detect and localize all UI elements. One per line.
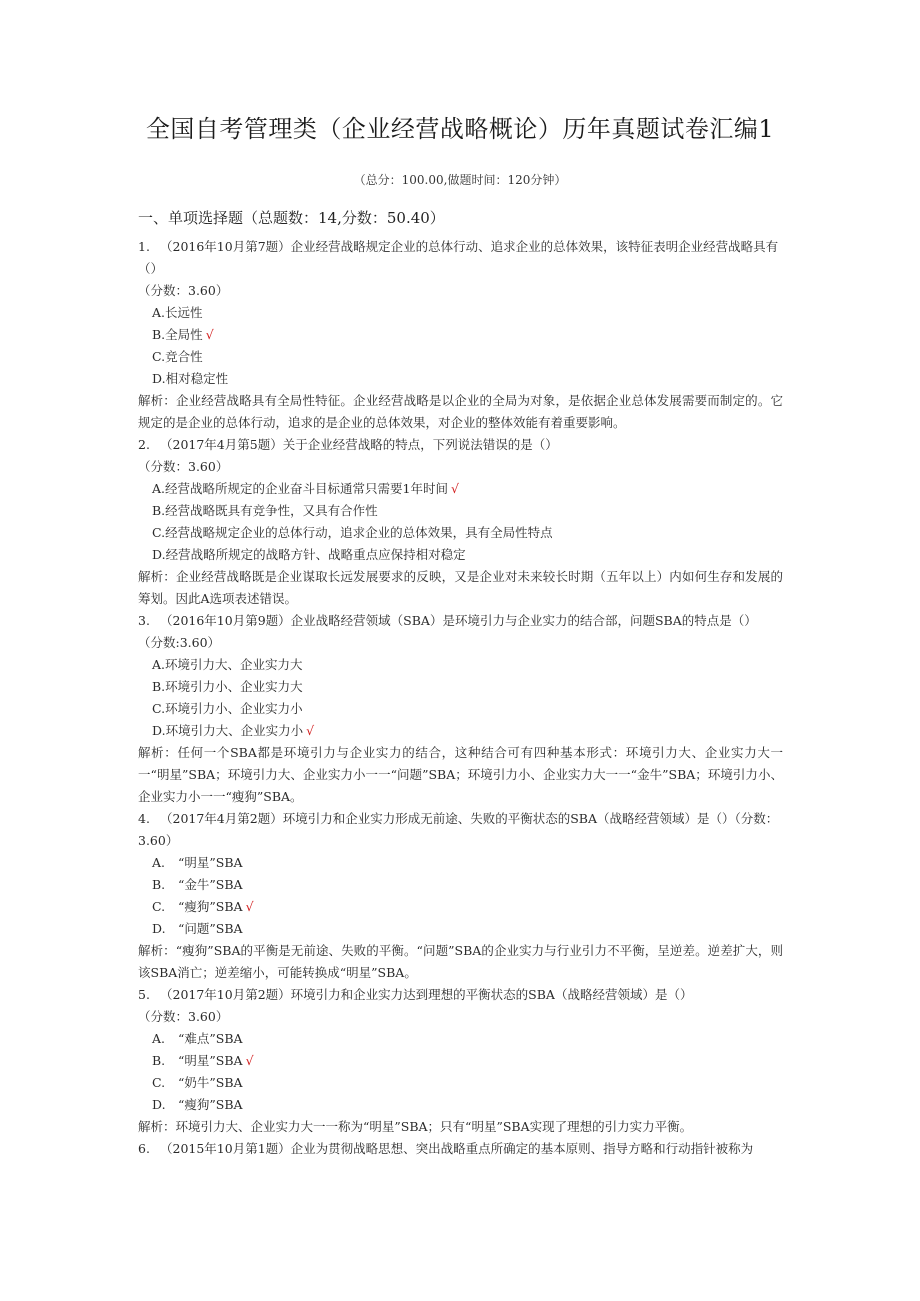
option-a: A.长远性 (152, 305, 203, 320)
question-text: （2017年10月第2题）环境引力和企业实力达到理想的平衡状态的SBA（战略经营领域）是（） (160, 987, 693, 1002)
document-meta: （总分：100.00,做题时间：120分钟） (353, 173, 567, 187)
question-explanation: 解析：“瘦狗”SBA的平衡是无前途、失败的平衡。“问题”SBA的企业实力与行业引力不平衡，呈逆差。逆差扩大，则该SBA消亡；逆差缩小，可能转换成“明星”SBA。 (138, 943, 783, 980)
correct-answer-check-icon: √ (306, 723, 315, 738)
option-a: A.经营战略所规定的企业奋斗目标通常只需要1年时间 √ (152, 481, 459, 496)
question-3 (138, 610, 783, 808)
section-heading: 一、单项选择题（总题数：14,分数：50.40） (138, 209, 445, 227)
document-title: 全国自考管理类（企业经营战略概论）历年真题试卷汇编1 (145, 115, 775, 143)
question-text: （2017年4月第2题）环境引力和企业实力形成无前途、失败的平衡状态的SBA（战略经营领域）是（）（分数：3.60） (138, 811, 779, 848)
question-number: 6. (138, 1141, 150, 1156)
option-c: C.竞合性 (152, 349, 203, 364)
correct-answer-check-icon: √ (245, 899, 254, 914)
question-4 (138, 808, 783, 984)
option-b: B. “明星”SBA √ (152, 1053, 254, 1068)
question-6 (138, 1138, 783, 1160)
question-2 (138, 434, 783, 610)
correct-answer-check-icon: √ (450, 481, 459, 496)
question-text: （2017年4月第5题）关于企业经营战略的特点，下列说法错误的是（） (160, 437, 558, 452)
option-c: C.经营战略规定企业的总体行动，追求企业的总体效果，具有全局性特点 (152, 525, 553, 540)
option-c: C.环境引力小、企业实力小 (152, 701, 303, 716)
correct-answer-check-icon: √ (205, 327, 214, 342)
question-score: （分数:3.60） (138, 635, 221, 650)
question-explanation: 解析：任何一个SBA都是环境引力与企业实力的结合，这种结合可有四种基本形式：环境引力大、企业实力大一一“明星”SBA；环境引力大、企业实力小一一“问题”SBA；环境引力小、企业实力大一一“金牛”SBA；环境引力小、企业实力小一一“瘦狗”SBA。 (138, 745, 783, 804)
option-d: D.环境引力大、企业实力小 √ (152, 723, 315, 738)
option-a: A. “明星”SBA (152, 855, 243, 870)
option-d: D. “问题”SBA (152, 921, 243, 936)
option-c: C. “奶牛”SBA (152, 1075, 243, 1090)
question-1 (138, 236, 783, 434)
question-score: （分数：3.60） (138, 283, 229, 298)
option-b: B.经营战略既具有竞争性，又具有合作性 (152, 503, 378, 518)
question-explanation: 解析：环境引力大、企业实力大一一称为“明星”SBA；只有“明星”SBA实现了理想的引力实力平衡。 (138, 1119, 693, 1134)
question-score: （分数：3.60） (138, 1009, 229, 1024)
question-number: 4. (138, 811, 150, 826)
question-explanation: 解析：企业经营战略具有全局性特征。企业经营战略是以企业的全局为对象，是依据企业总体发展需要而制定的。它规定的是企业的总体行动，追求的是企业的总体效果，对企业的整体效能有着重要影响。 (138, 393, 783, 430)
question-list (138, 236, 783, 1160)
option-b: B.全局性 √ (152, 327, 214, 342)
question-number: 2. (138, 437, 150, 452)
question-score: （分数：3.60） (138, 459, 229, 474)
correct-answer-check-icon: √ (245, 1053, 254, 1068)
question-5 (138, 984, 783, 1138)
option-b: B. “金牛”SBA (152, 877, 243, 892)
question-text: （2016年10月第7题）企业经营战略规定企业的总体行动、追求企业的总体效果，该特征表明企业经营战略具有（） (138, 239, 779, 276)
option-d: D.相对稳定性 (152, 371, 229, 386)
option-c: C. “瘦狗”SBA √ (152, 899, 254, 914)
option-a: A. “难点”SBA (152, 1031, 243, 1046)
question-explanation: 解析：企业经营战略既是企业谋取长远发展要求的反映，又是企业对未来较长时期（五年以上）内如何生存和发展的筹划。因此A选项表述错误。 (138, 569, 783, 606)
option-d: D. “瘦狗”SBA (152, 1097, 243, 1112)
option-a: A.环境引力大、企业实力大 (152, 657, 303, 672)
question-text: （2016年10月第9题）企业战略经营领域（SBA）是环境引力与企业实力的结合部，问题SBA的特点是（） (160, 613, 757, 628)
question-number: 1. (138, 239, 150, 254)
question-number: 3. (138, 613, 150, 628)
question-number: 5. (138, 987, 150, 1002)
question-text: （2015年10月第1题）企业为贯彻战略思想、突出战略重点所确定的基本原则、指导方略和行动指针被称为 (160, 1141, 754, 1156)
option-d: D.经营战略所规定的战略方针、战略重点应保持相对稳定 (152, 547, 466, 562)
option-b: B.环境引力小、企业实力大 (152, 679, 303, 694)
